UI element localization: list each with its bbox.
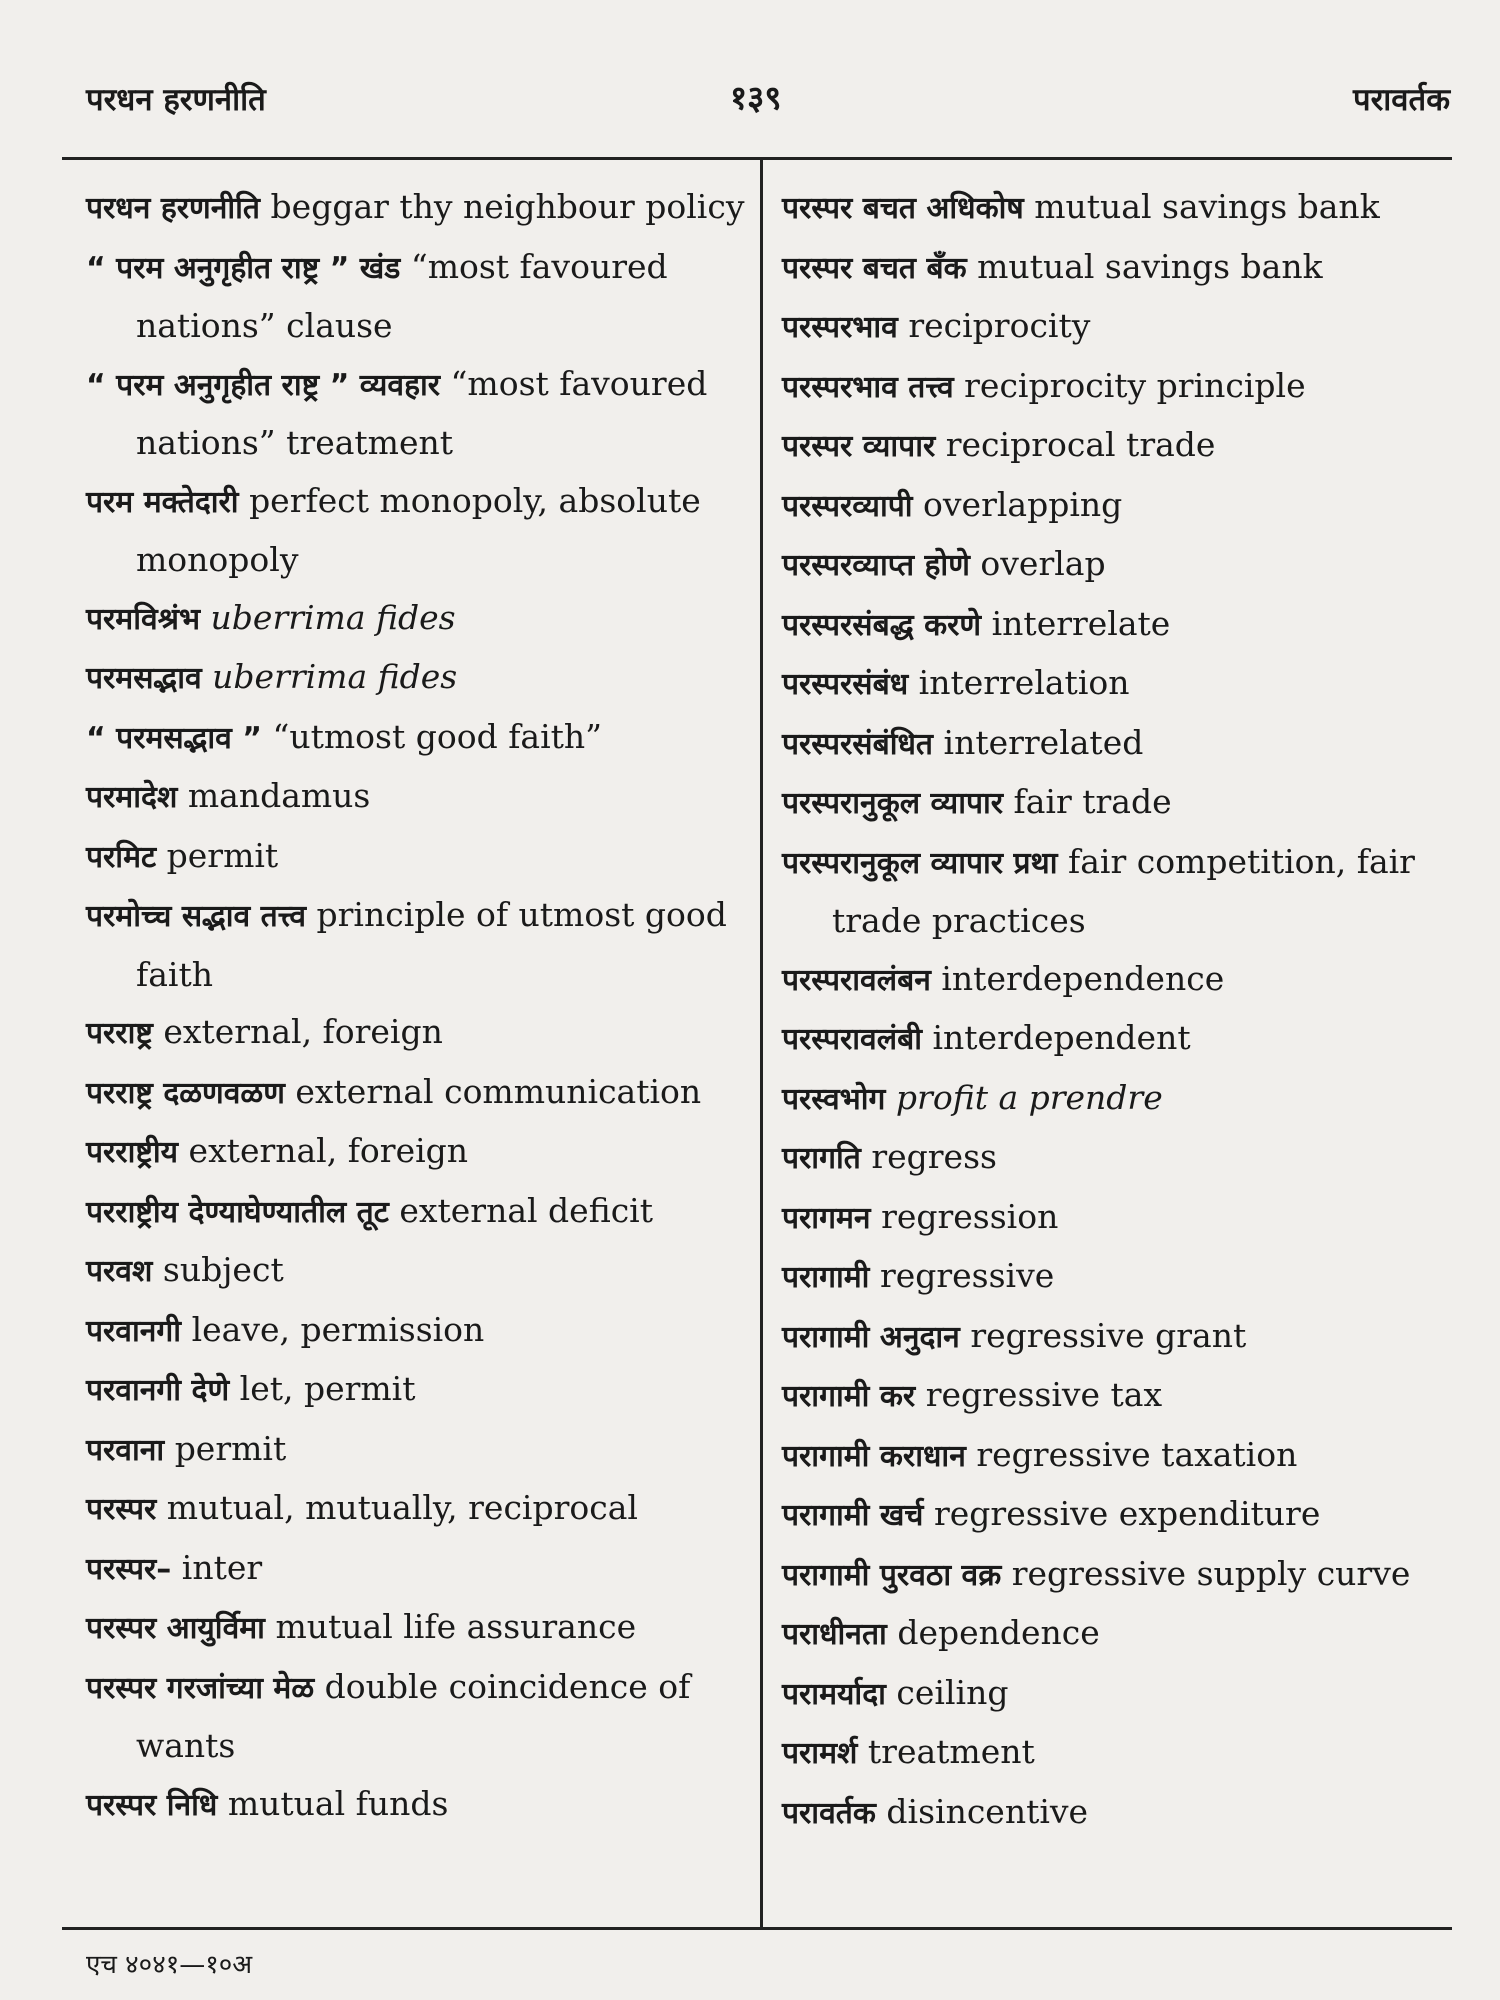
- column-divider: [760, 160, 763, 1927]
- marathi-term: परागामी खर्च: [782, 1498, 924, 1533]
- marathi-term: परधन हरणनीति: [86, 191, 261, 226]
- marathi-term: परमविश्रंभ: [86, 601, 201, 637]
- marathi-term: परामर्श: [782, 1736, 858, 1771]
- english-term: interrelated: [943, 722, 1144, 762]
- marathi-term: परमोच्च सद्भाव तत्त्व: [86, 899, 307, 934]
- dictionary-entry: [86, 1479, 756, 1539]
- marathi-term: परस्परावलंबन: [782, 962, 931, 998]
- dictionary-entry: [86, 886, 756, 1003]
- english-term: reciprocity: [908, 306, 1091, 345]
- english-term: mutual life assurance: [275, 1607, 637, 1646]
- dictionary-entry: [782, 297, 1450, 357]
- english-term: subject: [162, 1250, 284, 1289]
- english-term: uberrima fides: [210, 597, 456, 637]
- english-term: mutual, mutually, reciprocal: [166, 1488, 638, 1527]
- marathi-term: परराष्ट्र दळणवळण: [86, 1075, 285, 1111]
- english-term: double coincidence of wants: [136, 1666, 691, 1765]
- marathi-term: परस्पर निधि: [86, 1787, 218, 1823]
- dictionary-entry: [782, 1247, 1450, 1307]
- english-term: mutual savings bank: [977, 246, 1323, 286]
- marathi-term: परम मक्तेदारी: [86, 484, 239, 520]
- dictionary-entry: [86, 589, 756, 649]
- english-term: external, foreign: [188, 1131, 469, 1170]
- english-term: profit a prendre: [895, 1077, 1163, 1117]
- marathi-term: परराष्ट्र: [86, 1016, 153, 1051]
- english-term: regressive: [879, 1256, 1055, 1295]
- english-term: external deficit: [399, 1190, 653, 1230]
- dictionary-entry: [782, 654, 1450, 714]
- english-term: regressive supply curve: [1011, 1553, 1411, 1593]
- page-header: [80, 72, 1450, 122]
- dictionary-entry: [782, 1485, 1450, 1545]
- marathi-term: परवश: [86, 1254, 153, 1289]
- english-term: regression: [881, 1196, 1059, 1236]
- english-term: leave, permission: [191, 1309, 485, 1349]
- english-term: external communication: [295, 1071, 702, 1111]
- dictionary-entry: [782, 1307, 1450, 1367]
- english-term: regress: [871, 1137, 997, 1176]
- dictionary-entry: [86, 1063, 756, 1123]
- english-term: mutual funds: [227, 1783, 449, 1823]
- english-term: “most favoured nations” treatment: [136, 363, 708, 462]
- english-term: permit: [174, 1428, 287, 1468]
- english-term: treatment: [867, 1732, 1035, 1771]
- english-term: fair competition, fair trade practices: [832, 841, 1415, 940]
- english-term: inter: [181, 1547, 263, 1587]
- dictionary-entry: [782, 535, 1450, 595]
- marathi-term: परागामी पुरवठा वक्र: [782, 1557, 1002, 1593]
- marathi-term: परस्परावलंबी: [782, 1022, 922, 1057]
- dictionary-entry: [86, 355, 756, 472]
- marathi-term: परस्पर आयुर्विमा: [86, 1611, 265, 1646]
- marathi-term: परामर्यादा: [782, 1676, 886, 1712]
- marathi-term: परराष्ट्रीय देण्याघेण्यातील तूट: [86, 1194, 389, 1230]
- english-term: “utmost good faith”: [272, 716, 603, 756]
- dictionary-entry: [782, 1188, 1450, 1248]
- dictionary-entry: [86, 1122, 756, 1182]
- dictionary-entry: [782, 238, 1450, 298]
- dictionary-entry: [86, 238, 756, 355]
- marathi-term: परागति: [782, 1141, 861, 1176]
- english-term: perfect monopoly, absolute monopoly: [136, 480, 701, 579]
- marathi-term: “ परम अनुगृहीत राष्ट्र ” खंड: [86, 250, 401, 286]
- english-term: regressive tax: [925, 1375, 1163, 1414]
- english-term: let, permit: [239, 1369, 416, 1408]
- english-term: overlapping: [923, 484, 1123, 524]
- bottom-rule: [62, 1927, 1452, 1930]
- dictionary-entry: [86, 708, 756, 768]
- dictionary-entry: [86, 1360, 756, 1420]
- marathi-term: परराष्ट्रीय: [86, 1135, 179, 1170]
- english-term: interdependence: [941, 958, 1225, 998]
- dictionary-entry: [86, 648, 756, 708]
- dictionary-entry: [86, 1775, 756, 1835]
- dictionary-entry: [782, 357, 1450, 417]
- marathi-term: परस्पर–: [86, 1551, 172, 1587]
- english-term: regressive grant: [970, 1315, 1247, 1355]
- dictionary-entry: [86, 1182, 756, 1242]
- dictionary-entry: [86, 1241, 756, 1301]
- footer-code: एच ४०४१—१०अ: [86, 1950, 253, 1980]
- dictionary-entry: [782, 1366, 1450, 1426]
- english-term: permit: [166, 835, 279, 875]
- english-term: interrelation: [918, 663, 1130, 702]
- marathi-term: परागामी: [782, 1260, 870, 1295]
- header-left-guide-word: परधन हरणनीति: [86, 82, 266, 118]
- dictionary-entry: [86, 767, 756, 827]
- dictionary-entry: [86, 178, 756, 238]
- dictionary-entry: [782, 1545, 1450, 1605]
- marathi-term: परस्परभाव तत्त्व: [782, 369, 954, 405]
- dictionary-entry: [782, 950, 1450, 1010]
- dictionary-entry: [782, 1783, 1450, 1843]
- english-term: dependence: [897, 1613, 1100, 1652]
- dictionary-entry: [782, 595, 1450, 655]
- dictionary-entry: [86, 1420, 756, 1480]
- dictionary-entry: [782, 1604, 1450, 1664]
- dictionary-entry: [86, 1003, 756, 1063]
- marathi-term: परमसद्भाव: [86, 661, 202, 696]
- dictionary-entry: [782, 773, 1450, 833]
- marathi-term: “ परमसद्भाव ”: [86, 720, 262, 756]
- dictionary-entry: [782, 1723, 1450, 1783]
- dictionary-entry: [782, 1128, 1450, 1188]
- marathi-term: परस्परानुकूल व्यापार: [782, 786, 1004, 821]
- left-column: [86, 178, 756, 1834]
- marathi-term: परस्परसंबंधित: [782, 726, 934, 762]
- english-term: reciprocal trade: [945, 425, 1216, 464]
- dictionary-entry: [782, 1426, 1450, 1486]
- header-right-guide-word: परावर्तक: [1352, 82, 1450, 118]
- english-term: fair trade: [1013, 782, 1172, 821]
- english-term: mandamus: [187, 776, 371, 815]
- marathi-term: परस्पर गरजांच्या मेळ: [86, 1670, 315, 1706]
- marathi-term: परागामी अनुदान: [782, 1319, 960, 1355]
- marathi-term: परागामी कर: [782, 1379, 916, 1414]
- english-term: mutual savings bank: [1034, 187, 1380, 226]
- marathi-term: परस्पर: [86, 1492, 157, 1527]
- dictionary-entry: [782, 1009, 1450, 1069]
- marathi-term: “ परम अनुगृहीत राष्ट्र ” व्यवहार: [86, 367, 441, 403]
- marathi-term: परवानगी देणे: [86, 1373, 230, 1408]
- marathi-term: परवाना: [86, 1432, 165, 1468]
- marathi-term: परवानगी: [86, 1313, 182, 1349]
- english-term: interdependent: [932, 1018, 1191, 1057]
- dictionary-entry: [782, 833, 1450, 950]
- page-number: १३९: [730, 78, 782, 117]
- right-column: [782, 178, 1450, 1842]
- marathi-term: परस्परसंबंध: [782, 667, 909, 702]
- dictionary-entry: [86, 827, 756, 887]
- english-term: regressive taxation: [976, 1434, 1298, 1474]
- marathi-term: परस्वभोग: [782, 1081, 886, 1117]
- marathi-term: परस्परव्याप्त होणे: [782, 548, 970, 583]
- dictionary-entry: [782, 416, 1450, 476]
- top-rule: [62, 157, 1452, 160]
- dictionary-entry: [782, 178, 1450, 238]
- marathi-term: परस्परभाव: [782, 310, 898, 345]
- marathi-term: पराधीनता: [782, 1617, 887, 1652]
- dictionary-entry: [86, 1301, 756, 1361]
- dictionary-entry: [782, 1069, 1450, 1129]
- english-term: regressive expenditure: [933, 1494, 1321, 1533]
- dictionary-entry: [86, 1658, 756, 1775]
- english-term: uberrima fides: [212, 657, 458, 696]
- marathi-term: परस्परव्यापी: [782, 488, 913, 524]
- marathi-term: परस्पर बचत बँक: [782, 250, 967, 286]
- english-term: overlap: [980, 544, 1106, 583]
- dictionary-entry: [782, 1664, 1450, 1724]
- english-term: external, foreign: [163, 1012, 443, 1051]
- english-term: principle of utmost good faith: [136, 895, 727, 994]
- marathi-term: परागामी कराधान: [782, 1438, 966, 1474]
- english-term: disincentive: [886, 1791, 1089, 1831]
- dictionary-entry: [86, 1598, 756, 1658]
- english-term: beggar thy neighbour policy: [270, 187, 745, 226]
- marathi-term: परस्पर व्यापार: [782, 429, 936, 464]
- marathi-term: परस्परसंबद्ध करणे: [782, 607, 982, 643]
- dictionary-entry: [86, 472, 756, 589]
- english-term: interrelate: [991, 603, 1171, 643]
- dictionary-entry: [86, 1539, 756, 1599]
- marathi-term: परावर्तक: [782, 1795, 876, 1831]
- marathi-term: परागमन: [782, 1200, 871, 1236]
- marathi-term: परमिट: [86, 839, 157, 875]
- english-term: ceiling: [896, 1672, 1009, 1712]
- english-term: reciprocity principle: [964, 365, 1306, 405]
- english-term: “most favoured nations” clause: [136, 246, 668, 345]
- dictionary-entry: [782, 476, 1450, 536]
- marathi-term: परस्परानुकूल व्यापार प्रथा: [782, 845, 1058, 881]
- marathi-term: परमादेश: [86, 780, 178, 815]
- dictionary-entry: [782, 714, 1450, 774]
- marathi-term: परस्पर बचत अधिकोष: [782, 191, 1024, 226]
